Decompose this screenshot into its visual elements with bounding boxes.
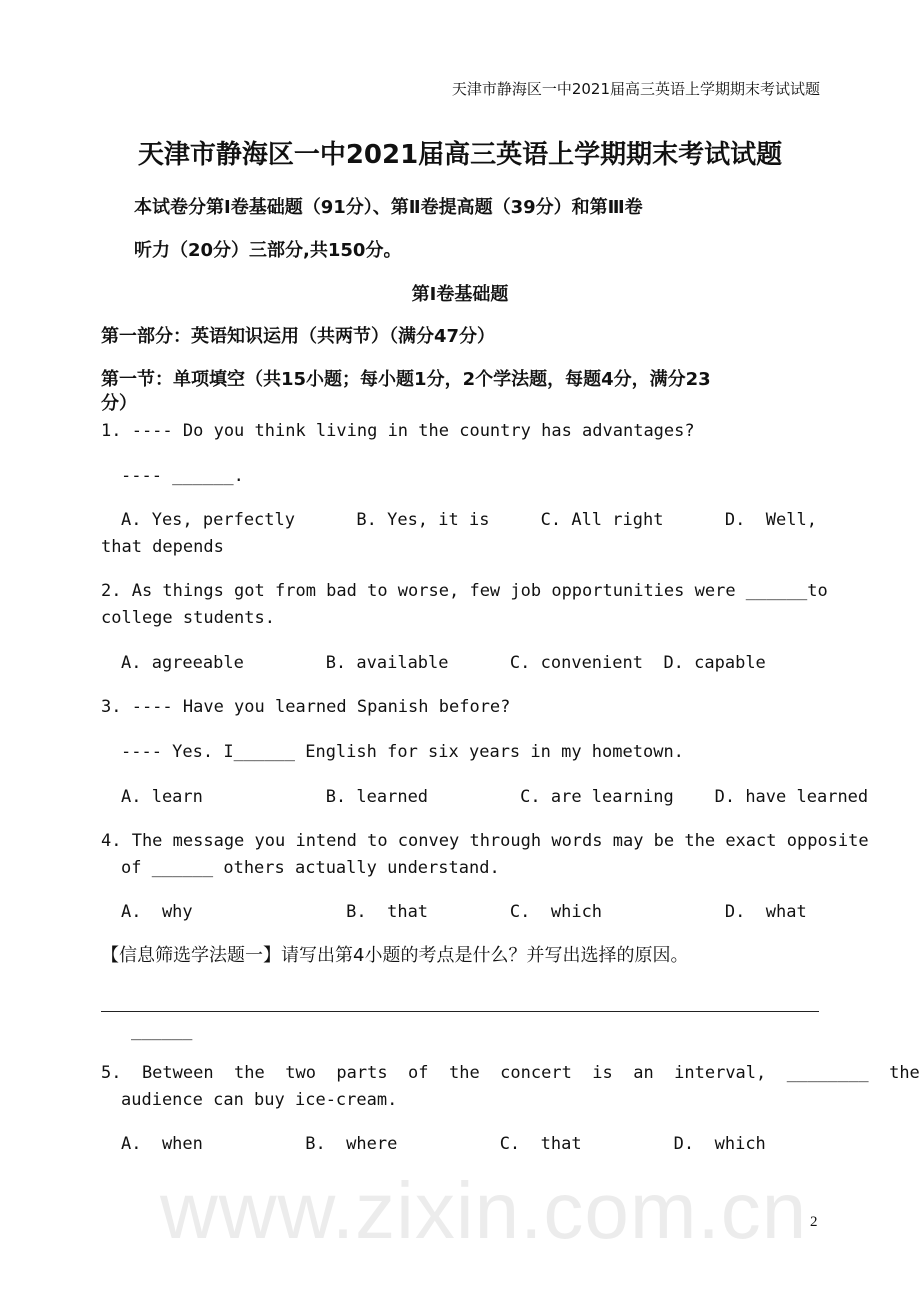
question-1: 1. ---- Do you think living in the country has advantages? xyxy=(101,421,695,441)
question-1-answer: ---- ______. xyxy=(121,466,244,486)
section-title: 第Ⅰ卷基础题 xyxy=(411,284,509,305)
question-4: of ______ others actually understand. xyxy=(121,858,500,878)
part-heading: 第一部分：英语知识运用（共两节）（满分47分） xyxy=(101,326,496,347)
answer-blank[interactable]: ______ xyxy=(131,1021,193,1041)
section-heading: 分） xyxy=(101,393,137,414)
question-4-options: A. why B. that C. which D. what xyxy=(121,902,807,922)
question-5-options: A. when B. where C. that D. which xyxy=(121,1134,766,1154)
section-heading: 第一节：单项填空（共15小题；每小题1分，2个学法题，每题4分，满分23 xyxy=(101,369,711,390)
intro-line: 听力（20分）三部分,共150分。 xyxy=(134,240,402,261)
question-1-options: A. Yes, perfectly B. Yes, it is C. All right D. Well, xyxy=(121,510,817,530)
question-2: 2. As things got from bad to worse, few job opportunities were ______to xyxy=(101,581,828,601)
question-4: 4. The message you intend to convey through words may be the exact opposite xyxy=(101,831,869,851)
question-5: 5. Between the two parts of the concert is an interval, ________ the xyxy=(101,1063,920,1083)
intro-line: 本试卷分第Ⅰ卷基础题（91分）、第Ⅱ卷提高题（39分）和第Ⅲ卷 xyxy=(134,197,643,218)
method-question: 【信息筛选学法题一】请写出第4小题的考点是什么？并写出选择的原因。 xyxy=(101,945,689,966)
question-3: 3. ---- Have you learned Spanish before? xyxy=(101,697,511,717)
question-2: college students. xyxy=(101,608,275,628)
page-number: 2 xyxy=(810,1214,818,1230)
question-2-options: A. agreeable B. available C. convenient D. capable xyxy=(121,653,766,673)
question-3-options: A. learn B. learned C. are learning D. have learned xyxy=(121,787,869,807)
question-5: audience can buy ice-cream. xyxy=(121,1090,398,1110)
document-title: 天津市静海区一中2021届高三英语上学期期末考试试题 xyxy=(137,140,783,170)
question-1-options: that depends xyxy=(101,537,224,557)
running-header: 天津市静海区一中2021届高三英语上学期期末考试试题 xyxy=(451,80,820,98)
watermark: www.zixin.com.cn xyxy=(160,1166,808,1255)
question-3-answer: ---- Yes. I______ English for six years in my hometown. xyxy=(121,742,684,762)
answer-line[interactable] xyxy=(101,1011,819,1012)
